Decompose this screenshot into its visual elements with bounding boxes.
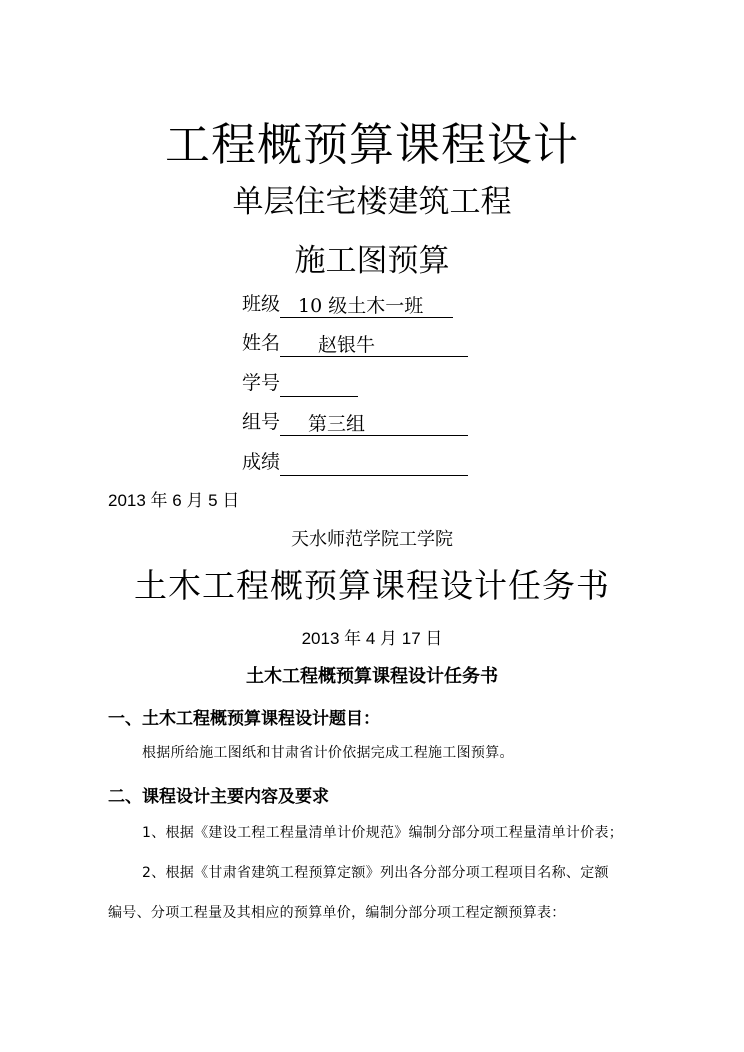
field-class-value	[280, 295, 453, 318]
cover-date: 2013 年 6 月 5 日	[108, 491, 240, 510]
section-1-heading: 一、土木工程概预算课程设计题目：	[108, 709, 380, 729]
project-subtitle: 单层住宅楼建筑工程	[232, 184, 512, 220]
field-student-id-value	[280, 374, 358, 397]
field-class	[242, 290, 453, 318]
field-name-value	[280, 334, 468, 357]
school-name: 天水师范学院工学院	[291, 529, 453, 550]
budget-subtitle: 施工图预算	[294, 243, 450, 279]
task-date: 2013 年 4 月 17 日	[301, 629, 443, 648]
field-student-id-label: 学号	[242, 372, 281, 394]
field-score-label: 成绩	[242, 451, 281, 473]
field-class-label: 班级	[242, 293, 281, 315]
field-student-id	[242, 369, 358, 397]
field-score	[242, 448, 468, 476]
field-name-label: 姓名	[242, 332, 281, 354]
section-1-text: 根据所给施工图纸和甘肃省计价依据完成工程施工图预算。	[142, 745, 514, 761]
field-class-value-text: 10 级土木一班	[298, 295, 424, 317]
field-score-value	[280, 453, 468, 476]
section-2-item-1: 1、根据《建设工程工程量清单计价规范》编制分部分项工程量清单计价表；	[142, 825, 624, 841]
task-book-subtitle: 土木工程概预算课程设计任务书	[246, 666, 498, 687]
field-name	[242, 329, 468, 357]
section-2-item-2-line-1: 2、根据《甘肃省建筑工程预算定额》列出各分部分项工程项目名称、定额	[142, 865, 609, 881]
field-group-label: 组号	[242, 411, 281, 433]
section-2-item-2-line-2: 编号、分项工程量及其相应的预算单价，编制分部分项工程定额预算表：	[108, 905, 566, 921]
field-group-value	[280, 413, 468, 436]
document-title: 工程概预算课程设计	[164, 118, 579, 171]
section-2-heading: 二、课程设计主要内容及要求	[108, 787, 329, 807]
field-group-value-text: 第三组	[308, 413, 366, 435]
field-name-value-text: 赵银牛	[318, 334, 376, 356]
task-book-title: 土木工程概预算课程设计任务书	[134, 566, 610, 605]
field-group	[242, 408, 468, 436]
